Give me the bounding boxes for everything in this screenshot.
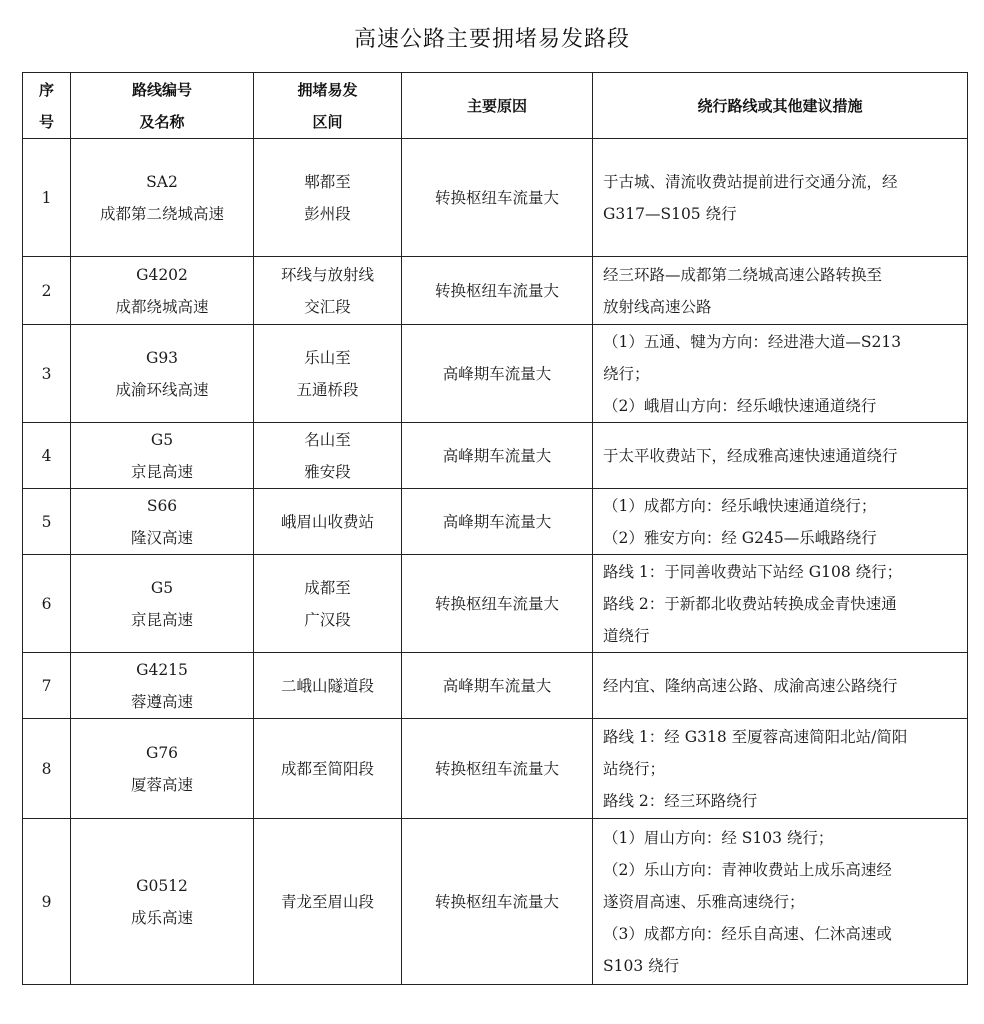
congestion-section [254,325,402,423]
detour-measures [593,423,968,489]
detour-measures-line: 经内宜、隆纳高速公路、成渝高速公路绕行 [603,676,898,695]
row-number-line: 1 [41,188,52,207]
row-number-line: 4 [41,446,52,465]
congestion-section-line: 广汉段 [304,610,351,629]
route-name [71,653,254,719]
route-name-line: G93 [145,348,179,367]
route-name-line: 成乐高速 [130,908,193,927]
detour-measures-line: （1）成都方向：经乐峨快速通道绕行； [603,496,877,515]
route-name [71,423,254,489]
main-reason-line: 高峰期车流量大 [442,676,552,695]
row-number [23,719,71,819]
row-number-line: 9 [41,892,52,911]
main-reason-line: 高峰期车流量大 [442,512,552,531]
main-reason [402,555,593,653]
row-number [23,423,71,489]
detour-measures-line: （1）五通、犍为方向：经进港大道—S213 [603,332,902,351]
main-reason [402,325,593,423]
row-number [23,555,71,653]
header-text: 序 [38,80,54,99]
page-title: 高速公路主要拥堵易发路段 [353,27,630,52]
main-reason [402,257,593,325]
main-reason-line: 高峰期车流量大 [442,364,552,383]
route-name-line: SA2 [146,172,178,191]
detour-measures-line: 经三环路—成都第二绕城高速公路转换至 [603,265,883,284]
detour-measures-line: 路线 2：于新都北收费站转换成金青快速通 [603,594,897,613]
table-body [23,139,968,985]
row-number-line: 2 [41,281,52,300]
congestion-section-line: 雅安段 [304,462,351,481]
row-number [23,257,71,325]
main-reason [402,653,593,719]
route-name-line: 厦蓉高速 [130,775,193,794]
detour-measures [593,489,968,555]
route-name [71,555,254,653]
header-route [71,73,254,139]
route-name [71,489,254,555]
congestion-section-line: 青龙至眉山段 [280,892,374,911]
congestion-section-line: 成都至 [304,578,351,597]
route-name-line: 隆汉高速 [130,528,193,547]
header-text: 及名称 [139,112,185,131]
route-name [71,719,254,819]
detour-measures-line: G317—S105 绕行 [603,204,737,223]
table-row [23,139,968,257]
congestion-section [254,653,402,719]
detour-measures-line: （2）雅安方向：经 G245—乐峨路绕行 [603,528,877,547]
route-name-line: 成渝环线高速 [115,380,209,399]
congestion-section [254,489,402,555]
table-row [23,653,968,719]
detour-measures [593,139,968,257]
main-reason [402,489,593,555]
congestion-section-line: 峨眉山收费站 [280,512,374,531]
route-name-line: 成都绕城高速 [115,297,209,316]
congestion-section-line: 成都至简阳段 [280,759,374,778]
header-text: 号 [38,112,54,131]
detour-measures-line: 路线 2：经三环路绕行 [603,791,758,810]
row-number-line: 3 [41,364,52,383]
table-row [23,257,968,325]
congestion-section [254,819,402,985]
congestion-section [254,257,402,325]
main-reason [402,139,593,257]
detour-measures-line: 于太平收费站下，经成雅高速快速通道绕行 [603,446,898,465]
header-text: 绕行路线或其他建议措施 [697,96,863,115]
route-name-line: G4215 [136,660,188,679]
congestion-section-line: 郫都至 [304,172,351,191]
table-row [23,555,968,653]
table-row [23,423,968,489]
header-row [23,73,968,139]
table-row [23,489,968,555]
main-reason-line: 转换枢纽车流量大 [434,281,559,300]
detour-measures-line: 遂资眉高速、乐雅高速绕行； [603,892,805,911]
detour-measures-line: （2）峨眉山方向：经乐峨快速通道绕行 [603,396,877,415]
congestion-section-line: 五通桥段 [296,380,359,399]
route-name-line: 成都第二绕城高速 [99,204,224,223]
main-reason-line: 转换枢纽车流量大 [434,594,559,613]
route-name-line: G4202 [136,265,188,284]
route-name-line: G5 [150,578,174,597]
row-number [23,139,71,257]
detour-measures-line: 于古城、清流收费站提前进行交通分流，经 [603,172,898,191]
congestion-section [254,423,402,489]
congestion-section [254,719,402,819]
route-name-line: 京昆高速 [130,610,193,629]
route-name-line: G5 [150,430,174,449]
detour-measures [593,257,968,325]
detour-measures-line: 放射线高速公路 [603,297,712,316]
header-reason [402,73,593,139]
detour-measures [593,555,968,653]
row-number [23,653,71,719]
header-text: 区间 [312,112,343,131]
row-number [23,819,71,985]
detour-measures [593,719,968,819]
header-section [254,73,402,139]
congestion-section-line: 彭州段 [304,204,351,223]
detour-measures-line: （1）眉山方向：经 S103 绕行； [603,828,834,847]
table-row [23,325,968,423]
header-text: 拥堵易发 [297,80,358,99]
main-reason-line: 转换枢纽车流量大 [434,892,559,911]
main-reason [402,819,593,985]
row-number [23,489,71,555]
detour-measures-line: 道绕行 [603,626,650,645]
detour-measures-line: 绕行； [603,364,650,383]
main-reason [402,423,593,489]
main-reason [402,719,593,819]
congestion-section-line: 名山至 [304,430,351,449]
header-text: 路线编号 [131,80,192,99]
header-text: 主要原因 [466,96,527,115]
congestion-section [254,139,402,257]
congestion-section-line: 乐山至 [304,348,351,367]
header-measures [593,73,968,139]
detour-measures [593,653,968,719]
row-number-line: 7 [41,676,52,695]
row-number-line: 5 [41,512,52,531]
route-name [71,257,254,325]
main-reason-line: 高峰期车流量大 [442,446,552,465]
route-name-line: G76 [145,743,179,762]
detour-measures-line: S103 绕行 [603,956,680,975]
row-number-line: 8 [41,759,52,778]
detour-measures-line: 路线 1：于同善收费站下站经 G108 绕行； [603,562,903,581]
route-name-line: S66 [146,496,178,515]
table-row [23,719,968,819]
table-row [23,819,968,985]
route-name-line: G0512 [136,876,188,895]
route-name [71,819,254,985]
route-name-line: 京昆高速 [130,462,193,481]
route-name-line: 蓉遵高速 [130,692,193,711]
main-reason-line: 转换枢纽车流量大 [434,188,559,207]
header-no [23,73,71,139]
route-name [71,325,254,423]
congestion-section-line: 二峨山隧道段 [280,676,374,695]
detour-measures [593,819,968,985]
route-name [71,139,254,257]
congestion-table [22,72,968,985]
congestion-section-line: 环线与放射线 [280,265,374,284]
detour-measures-line: 站绕行； [603,759,666,778]
detour-measures-line: （3）成都方向：经乐自高速、仁沐高速或 [603,924,892,943]
detour-measures [593,325,968,423]
row-number-line: 6 [41,594,52,613]
detour-measures-line: （2）乐山方向：青神收费站上成乐高速经 [603,860,892,879]
row-number [23,325,71,423]
congestion-section-line: 交汇段 [304,297,351,316]
main-reason-line: 转换枢纽车流量大 [434,759,559,778]
detour-measures-line: 路线 1：经 G318 至厦蓉高速简阳北站/简阳 [603,727,908,746]
congestion-section [254,555,402,653]
